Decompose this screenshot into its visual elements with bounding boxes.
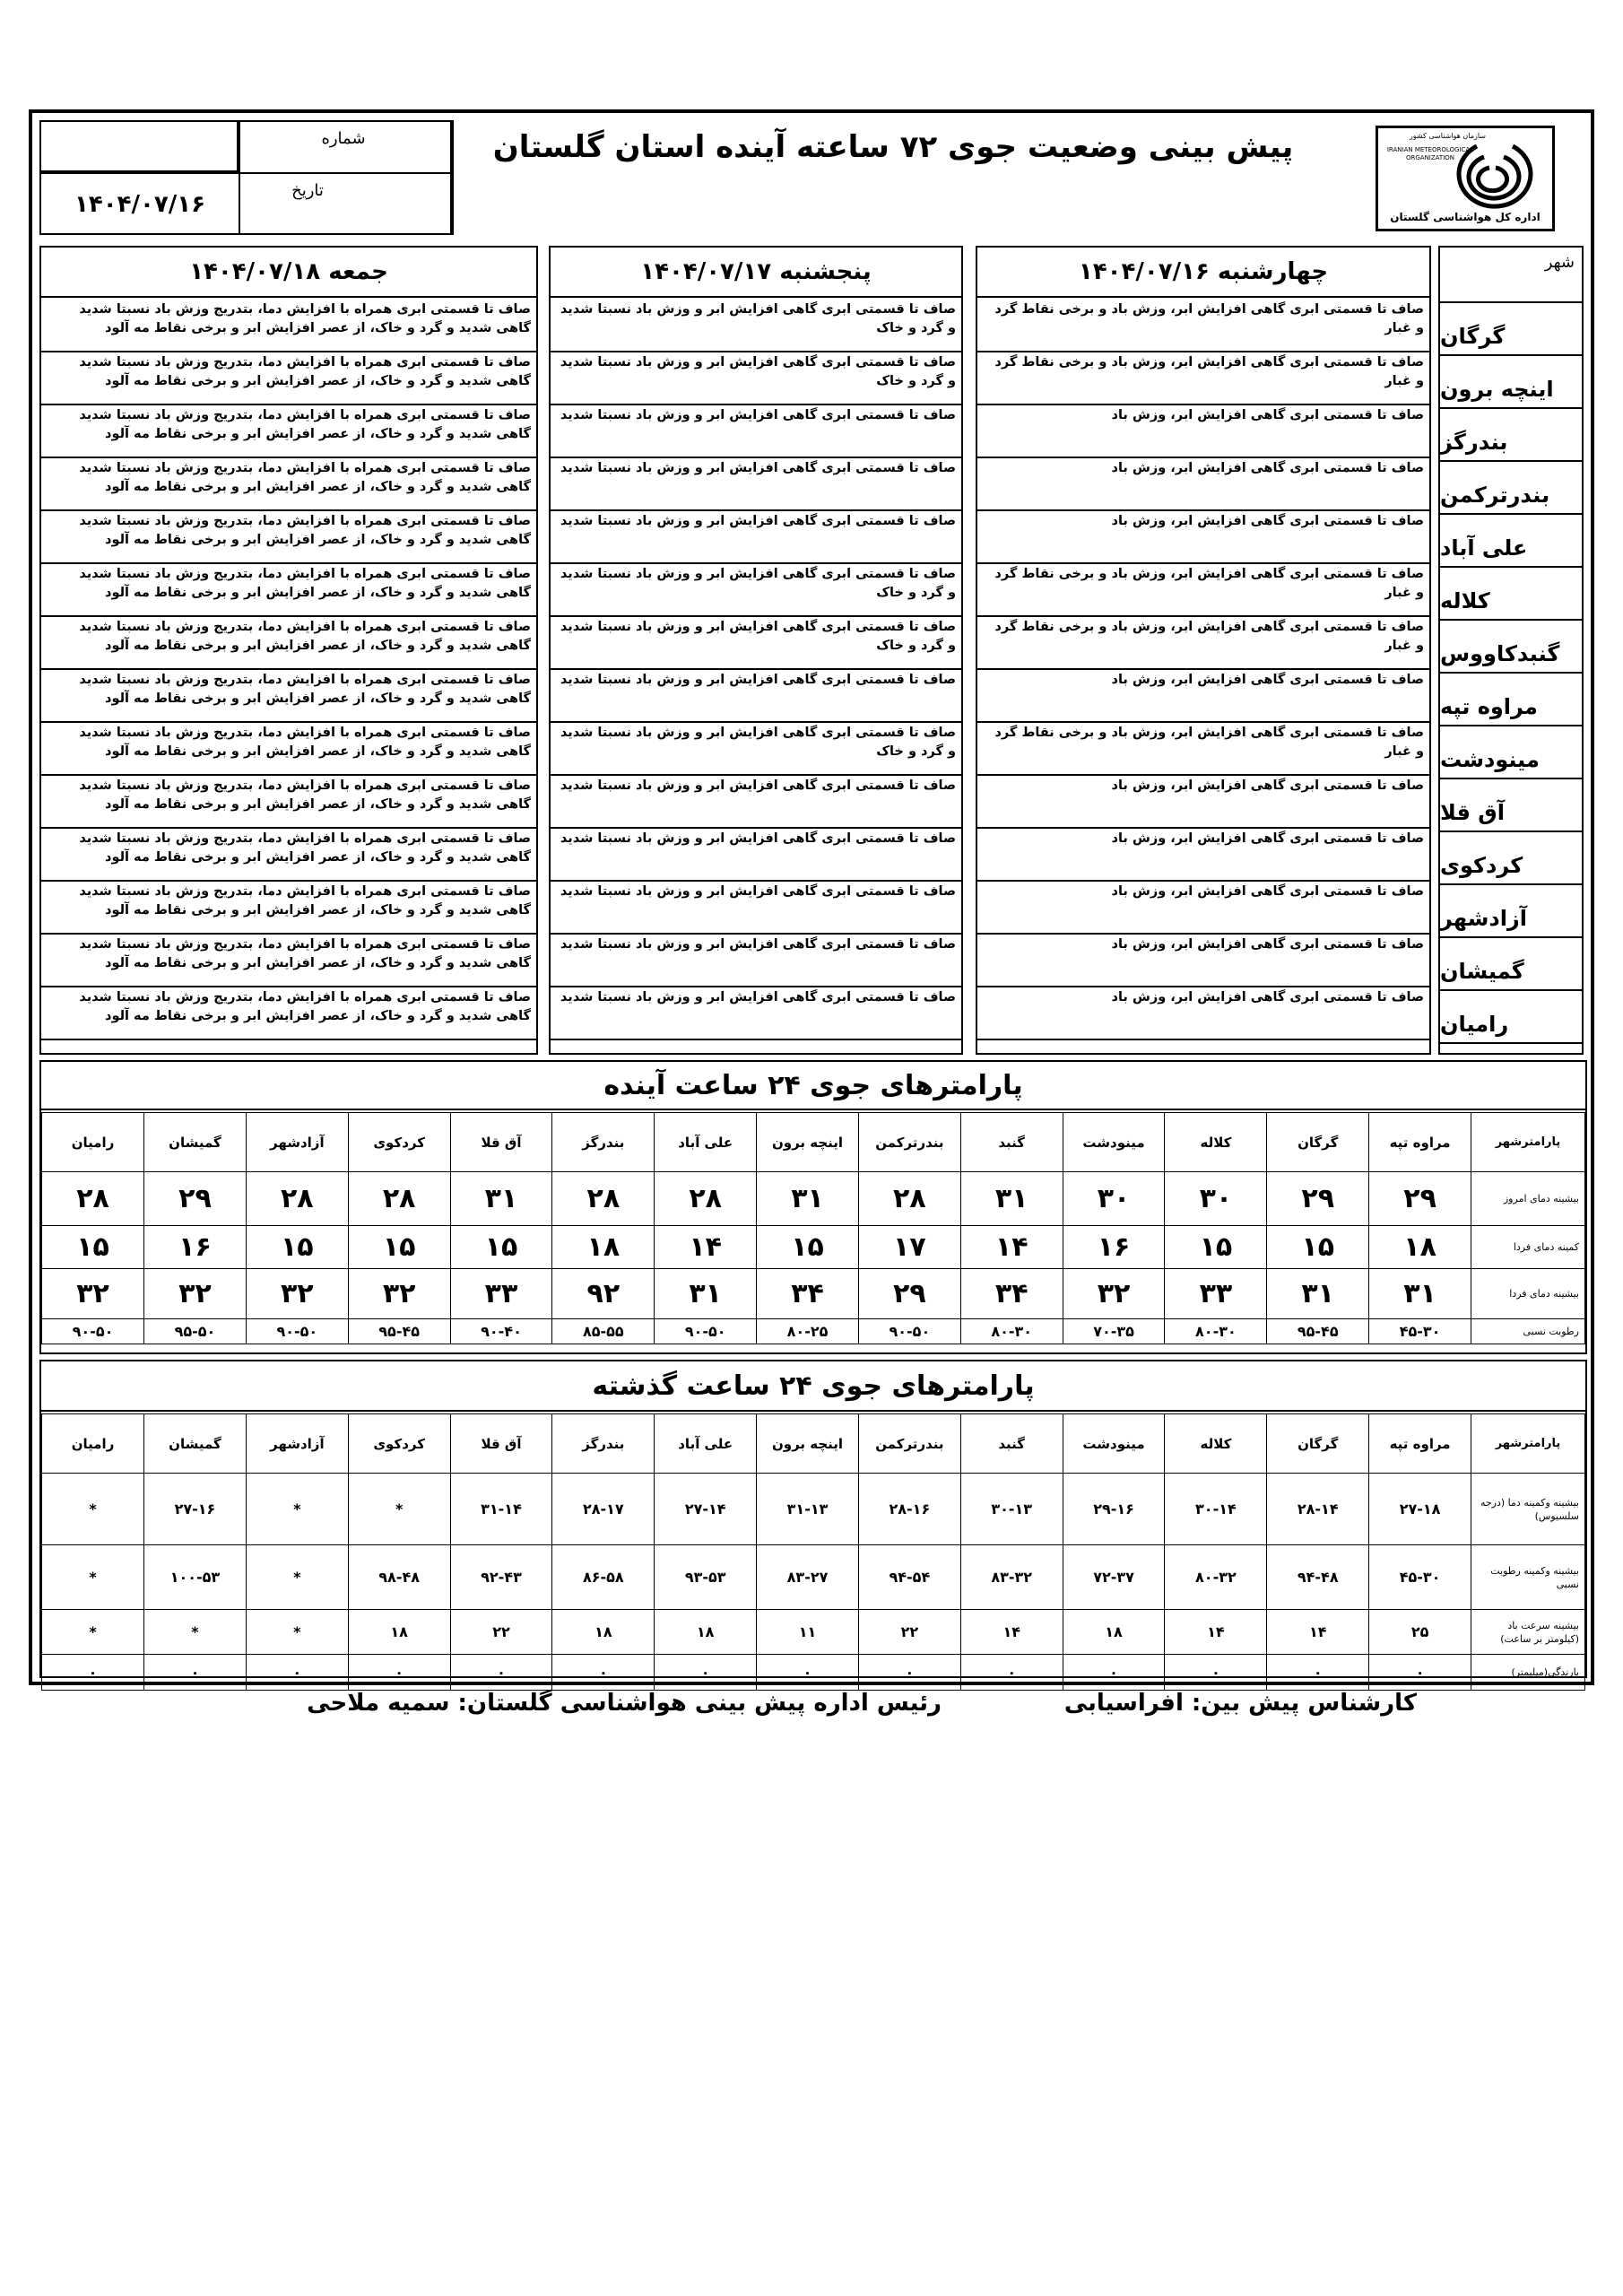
param-value: ۱۸ <box>1063 1610 1165 1655</box>
param-city-header: گمیشان <box>144 1414 247 1474</box>
forecast-cell: صاف تا قسمتی ابری گاهی افزایش ابر و وزش باد نسبتا شدید و گرد و خاک <box>551 564 961 617</box>
city-name: علی آباد <box>1440 515 1582 568</box>
office-head-signature: رئیس اداره پیش بینی هواشناسی گلستان: سمیه ملاحی <box>307 1690 942 1717</box>
param-value: ۲۸-۱۷ <box>552 1474 655 1545</box>
next24-table <box>41 1112 1585 1344</box>
param-city-header: اینچه برون <box>757 1113 859 1172</box>
forecast-cell: صاف تا قسمتی ابری همراه با افزایش دما، بتدریج وزش باد نسبتا شدید گاهی شدید و گرد و خاک، از عصر افزایش ابر و برخی نقاط مه آلود <box>41 405 536 458</box>
forecast-cell: صاف تا قسمتی ابری گاهی افزایش ابر و وزش باد نسبتا شدید و گرد و خاک <box>551 723 961 776</box>
param-value: ۳۱ <box>450 1172 552 1226</box>
day-column-2 <box>549 246 963 1055</box>
param-value: ۸۰-۳۰ <box>1165 1319 1267 1344</box>
param-value: ۲۸ <box>552 1172 655 1226</box>
city-name: بندرگز <box>1440 409 1582 462</box>
param-value: ۹۵-۵۰ <box>144 1319 247 1344</box>
forecast-cell: صاف تا قسمتی ابری گاهی افزایش ابر و وزش باد نسبتا شدید <box>551 935 961 987</box>
param-value: ۱۵ <box>1267 1226 1369 1269</box>
param-city-header: بندرترکمن <box>858 1113 960 1172</box>
param-value: ۳۱ <box>655 1269 757 1319</box>
param-value: ۷۰-۳۵ <box>1063 1319 1165 1344</box>
param-value: ۳۰-۱۴ <box>1165 1474 1267 1545</box>
forecast-cell: صاف تا قسمتی ابری گاهی افزایش ابر، وزش باد و برخی نقاط گرد و غبار <box>977 723 1429 776</box>
param-value: ۲۹ <box>1267 1172 1369 1226</box>
param-value: ۳۱ <box>1267 1269 1369 1319</box>
param-value: ۱۵ <box>450 1226 552 1269</box>
param-value: ۲۸ <box>655 1172 757 1226</box>
param-value: ۳۰ <box>1063 1172 1165 1226</box>
param-row <box>42 1172 1585 1226</box>
forecast-cell: صاف تا قسمتی ابری گاهی افزایش ابر و وزش باد نسبتا شدید <box>551 829 961 882</box>
param-row-label: بیشینه وکمینه رطوبت نسبی <box>1471 1545 1585 1610</box>
param-city-header: آق قلا <box>450 1113 552 1172</box>
param-value: ۱۵ <box>757 1226 859 1269</box>
forecast-cell: صاف تا قسمتی ابری همراه با افزایش دما، بتدریج وزش باد نسبتا شدید گاهی شدید و گرد و خاک، از عصر افزایش ابر و برخی نقاط مه آلود <box>41 670 536 723</box>
param-value: ۲۹ <box>858 1269 960 1319</box>
param-corner-label: پارامترشهر <box>1471 1113 1585 1172</box>
param-city-header: گنبد <box>960 1414 1063 1474</box>
param-value: ۰ <box>1063 1655 1165 1691</box>
param-value: * <box>348 1474 450 1545</box>
past24-section <box>39 1360 1587 1681</box>
forecast-cell: صاف تا قسمتی ابری همراه با افزایش دما، بتدریج وزش باد نسبتا شدید گاهی شدید و گرد و خاک، از عصر افزایش ابر و برخی نقاط مه آلود <box>41 511 536 564</box>
forecast-cell: صاف تا قسمتی ابری گاهی افزایش ابر، وزش باد و برخی نقاط گرد و غبار <box>977 617 1429 670</box>
param-value: ۱۱ <box>757 1610 859 1655</box>
param-value: ۲۸ <box>348 1172 450 1226</box>
param-row-label: بیشینه وکمینه دما (درجه سلسیوس) <box>1471 1474 1585 1545</box>
param-value: ۰ <box>1267 1655 1369 1691</box>
param-value: ۰ <box>757 1655 859 1691</box>
param-city-header: بندرترکمن <box>858 1414 960 1474</box>
city-name: کلاله <box>1440 568 1582 621</box>
param-city-header: مینودشت <box>1063 1414 1165 1474</box>
forecast-cell: صاف تا قسمتی ابری گاهی افزایش ابر و وزش باد نسبتا شدید <box>551 776 961 829</box>
param-value: ۳۴ <box>757 1269 859 1319</box>
param-value: ۲۲ <box>450 1610 552 1655</box>
param-value: ۰ <box>655 1655 757 1691</box>
param-value: * <box>42 1545 144 1610</box>
forecast-cell: صاف تا قسمتی ابری گاهی افزایش ابر، وزش باد <box>977 458 1429 511</box>
city-name: بندرترکمن <box>1440 462 1582 515</box>
param-value: ۱۴ <box>1267 1610 1369 1655</box>
forecast-cell: صاف تا قسمتی ابری گاهی افزایش ابر، وزش باد و برخی نقاط گرد و غبار <box>977 300 1429 352</box>
param-value: ۱۴ <box>960 1610 1063 1655</box>
param-value: ۲۸-۱۴ <box>1267 1474 1369 1545</box>
forecast-cell: صاف تا قسمتی ابری همراه با افزایش دما، بتدریج وزش باد نسبتا شدید گاهی شدید و گرد و خاک، از عصر افزایش ابر و برخی نقاط مه آلود <box>41 776 536 829</box>
param-city-header: اینچه برون <box>757 1414 859 1474</box>
param-value: ۱۰۰-۵۳ <box>144 1545 247 1610</box>
param-value: ۲۷-۱۶ <box>144 1474 247 1545</box>
forecast-cell: صاف تا قسمتی ابری همراه با افزایش دما، بتدریج وزش باد نسبتا شدید گاهی شدید و گرد و خاک، از عصر افزایش ابر و برخی نقاط مه آلود <box>41 829 536 882</box>
city-name: گنبدکاووس <box>1440 621 1582 674</box>
forecast-cell: صاف تا قسمتی ابری گاهی افزایش ابر، وزش باد و برخی نقاط گرد و غبار <box>977 564 1429 617</box>
param-value: ۱۴ <box>655 1226 757 1269</box>
city-name: گمیشان <box>1440 938 1582 991</box>
forecast-cell: صاف تا قسمتی ابری همراه با افزایش دما، بتدریج وزش باد نسبتا شدید گاهی شدید و گرد و خاک، از عصر افزایش ابر و برخی نقاط مه آلود <box>41 564 536 617</box>
forecast-cell: صاف تا قسمتی ابری همراه با افزایش دما، بتدریج وزش باد نسبتا شدید گاهی شدید و گرد و خاک، از عصر افزایش ابر و برخی نقاط مه آلود <box>41 882 536 935</box>
param-value: ۱۶ <box>1063 1226 1165 1269</box>
param-value: ۴۵-۳۰ <box>1369 1319 1471 1344</box>
city-name: اینچه برون <box>1440 356 1582 409</box>
param-value: ۹۲-۴۳ <box>450 1545 552 1610</box>
param-value: ۰ <box>960 1655 1063 1691</box>
param-value: ۲۸ <box>858 1172 960 1226</box>
param-value: ۲۵ <box>1369 1610 1471 1655</box>
param-value: ۲۸-۱۶ <box>858 1474 960 1545</box>
forecast-cell: صاف تا قسمتی ابری گاهی افزایش ابر، وزش باد <box>977 935 1429 987</box>
param-value: ۹۰-۵۰ <box>42 1319 144 1344</box>
param-value: ۹۵-۴۵ <box>348 1319 450 1344</box>
param-value: ۹۲ <box>552 1269 655 1319</box>
forecast-cell: صاف تا قسمتی ابری گاهی افزایش ابر، وزش باد <box>977 987 1429 1040</box>
param-value: ۸۳-۲۷ <box>757 1545 859 1610</box>
city-name: آق قلا <box>1440 779 1582 832</box>
param-value: ۰ <box>42 1655 144 1691</box>
day-header-1: چهارشنبه ۱۴۰۴/۰۷/۱۶ <box>977 248 1429 298</box>
param-row-label: بیشینه سرعت باد (کیلومتر بر ساعت) <box>1471 1610 1585 1655</box>
param-row-label: رطوبت نسبی <box>1471 1319 1585 1344</box>
param-row <box>42 1319 1585 1344</box>
param-value: ۱۴ <box>960 1226 1063 1269</box>
param-value: ۰ <box>552 1655 655 1691</box>
day-header-3: جمعه ۱۴۰۴/۰۷/۱۸ <box>41 248 536 298</box>
param-city-header: علی آباد <box>655 1414 757 1474</box>
forecast-cell: صاف تا قسمتی ابری گاهی افزایش ابر و وزش باد نسبتا شدید <box>551 405 961 458</box>
param-value: ۳۰ <box>1165 1172 1267 1226</box>
param-row <box>42 1226 1585 1269</box>
next24-section <box>39 1060 1587 1354</box>
forecast-cell: صاف تا قسمتی ابری گاهی افزایش ابر و وزش باد نسبتا شدید <box>551 670 961 723</box>
param-city-header: کردکوی <box>348 1113 450 1172</box>
param-value: ۱۵ <box>1165 1226 1267 1269</box>
param-value: ۲۹ <box>144 1172 247 1226</box>
forecast-cell: صاف تا قسمتی ابری گاهی افزایش ابر و وزش باد نسبتا شدید <box>551 882 961 935</box>
forecast-cell: صاف تا قسمتی ابری گاهی افزایش ابر، وزش باد <box>977 776 1429 829</box>
param-city-header: کلاله <box>1165 1414 1267 1474</box>
param-value: ۱۸ <box>552 1226 655 1269</box>
param-row-label: کمینه دمای فردا <box>1471 1226 1585 1269</box>
param-row <box>42 1474 1585 1545</box>
param-value: ۳۲ <box>246 1269 348 1319</box>
param-city-header: گمیشان <box>144 1113 247 1172</box>
forecast-cell: صاف تا قسمتی ابری همراه با افزایش دما، بتدریج وزش باد نسبتا شدید گاهی شدید و گرد و خاک، از عصر افزایش ابر و برخی نقاط مه آلود <box>41 300 536 352</box>
param-value: ۳۱ <box>960 1172 1063 1226</box>
forecast-page <box>29 109 1594 1685</box>
logo-bottom-text: اداره کل هواشناسی گلستان <box>1390 211 1541 223</box>
param-value: ۳۳ <box>450 1269 552 1319</box>
param-value: ۰ <box>450 1655 552 1691</box>
param-city-header: کلاله <box>1165 1113 1267 1172</box>
city-name: رامیان <box>1440 991 1582 1044</box>
param-value: ۱۵ <box>348 1226 450 1269</box>
logo-english-text: IRANIAN METEOROLOGICAL ORGANIZATION <box>1386 146 1474 161</box>
forecast-cell: صاف تا قسمتی ابری گاهی افزایش ابر و وزش باد نسبتا شدید و گرد و خاک <box>551 617 961 670</box>
header-meta-box <box>39 120 452 235</box>
param-row <box>42 1545 1585 1610</box>
city-column-label: شهر <box>1544 253 1575 272</box>
forecast-cell: صاف تا قسمتی ابری گاهی افزایش ابر و وزش باد نسبتا شدید و گرد و خاک <box>551 352 961 405</box>
param-value: ۳۱-۱۳ <box>757 1474 859 1545</box>
forecast-cell: صاف تا قسمتی ابری همراه با افزایش دما، بتدریج وزش باد نسبتا شدید گاهی شدید و گرد و خاک، از عصر افزایش ابر و برخی نقاط مه آلود <box>41 935 536 987</box>
param-city-header: آزادشهر <box>246 1414 348 1474</box>
param-city-header: مراوه تپه <box>1369 1113 1471 1172</box>
org-logo <box>1376 126 1555 231</box>
next24-title: پارامترهای جوی ۲۴ ساعت آینده <box>41 1062 1585 1110</box>
forecast-table <box>39 246 1587 1055</box>
param-value: ۹۰-۵۰ <box>246 1319 348 1344</box>
param-value: ۹۸-۴۸ <box>348 1545 450 1610</box>
param-value: ۲۷-۱۴ <box>655 1474 757 1545</box>
param-city-header: گرگان <box>1267 1113 1369 1172</box>
param-value: ۱۷ <box>858 1226 960 1269</box>
forecast-cell: صاف تا قسمتی ابری گاهی افزایش ابر، وزش باد <box>977 882 1429 935</box>
date-label: تاریخ <box>291 181 324 200</box>
param-city-header: بندرگز <box>552 1414 655 1474</box>
param-value: ۲۹-۱۶ <box>1063 1474 1165 1545</box>
logo-top-text: سازمان هواشناسی کشور <box>1409 132 1486 140</box>
param-value: ۳۲ <box>1063 1269 1165 1319</box>
param-value: ۹۳-۵۳ <box>655 1545 757 1610</box>
param-value: ۰ <box>246 1655 348 1691</box>
param-value: ۱۴ <box>1165 1610 1267 1655</box>
forecaster-signature: کارشناس پیش بین: افراسیابی <box>1063 1690 1417 1717</box>
param-city-header: رامیان <box>42 1113 144 1172</box>
forecast-cell: صاف تا قسمتی ابری همراه با افزایش دما، بتدریج وزش باد نسبتا شدید گاهی شدید و گرد و خاک، از عصر افزایش ابر و برخی نقاط مه آلود <box>41 723 536 776</box>
param-corner-label: پارامترشهر <box>1471 1414 1585 1474</box>
city-name: مینودشت <box>1440 726 1582 779</box>
param-value: ۹۰-۵۰ <box>655 1319 757 1344</box>
param-value: ۸۰-۳۰ <box>960 1319 1063 1344</box>
param-value: ۸۵-۵۵ <box>552 1319 655 1344</box>
param-value: ۰ <box>348 1655 450 1691</box>
param-value: ۳۲ <box>348 1269 450 1319</box>
param-city-header: کردکوی <box>348 1414 450 1474</box>
past24-title: پارامترهای جوی ۲۴ ساعت گذشته <box>41 1361 1585 1412</box>
param-value: * <box>42 1610 144 1655</box>
city-name: مراوه تپه <box>1440 674 1582 726</box>
param-value: ۱۵ <box>42 1226 144 1269</box>
param-value: ۸۰-۳۲ <box>1165 1545 1267 1610</box>
param-value: ۳۱ <box>757 1172 859 1226</box>
param-value: ۱۸ <box>1369 1226 1471 1269</box>
param-city-header: بندرگز <box>552 1113 655 1172</box>
param-city-header: رامیان <box>42 1414 144 1474</box>
param-value: ۰ <box>144 1655 247 1691</box>
forecast-cell: صاف تا قسمتی ابری همراه با افزایش دما، بتدریج وزش باد نسبتا شدید گاهی شدید و گرد و خاک، از عصر افزایش ابر و برخی نقاط مه آلود <box>41 987 536 1040</box>
city-name: کردکوی <box>1440 832 1582 885</box>
param-city-header: گنبد <box>960 1113 1063 1172</box>
param-value: ۲۹ <box>1369 1172 1471 1226</box>
city-column <box>1438 246 1584 1055</box>
day-header-2: پنجشنبه ۱۴۰۴/۰۷/۱۷ <box>551 248 961 298</box>
param-value: * <box>144 1610 247 1655</box>
param-city-header: آزادشهر <box>246 1113 348 1172</box>
forecast-cell: صاف تا قسمتی ابری گاهی افزایش ابر، وزش باد <box>977 405 1429 458</box>
param-value: ۸۳-۳۲ <box>960 1545 1063 1610</box>
forecast-cell: صاف تا قسمتی ابری همراه با افزایش دما، بتدریج وزش باد نسبتا شدید گاهی شدید و گرد و خاک، از عصر افزایش ابر و برخی نقاط مه آلود <box>41 352 536 405</box>
param-value: ۷۲-۳۷ <box>1063 1545 1165 1610</box>
day-column-3 <box>39 246 538 1055</box>
param-value: ۲۸ <box>246 1172 348 1226</box>
city-name: آزادشهر <box>1440 885 1582 938</box>
param-value: ۳۳ <box>1165 1269 1267 1319</box>
param-value: ۰ <box>1165 1655 1267 1691</box>
param-value: ۱۸ <box>348 1610 450 1655</box>
param-value: ۳۲ <box>144 1269 247 1319</box>
param-value: ۲۸ <box>42 1172 144 1226</box>
forecast-cell: صاف تا قسمتی ابری گاهی افزایش ابر، وزش باد <box>977 670 1429 723</box>
param-row-label: بارندگی(میلیمتر) <box>1471 1655 1585 1691</box>
past24-table <box>41 1413 1585 1691</box>
param-value: ۲۲ <box>858 1610 960 1655</box>
param-value: * <box>246 1474 348 1545</box>
param-city-header: گرگان <box>1267 1414 1369 1474</box>
forecast-cell: صاف تا قسمتی ابری گاهی افزایش ابر، وزش باد <box>977 829 1429 882</box>
param-city-header: آق قلا <box>450 1414 552 1474</box>
param-value: ۳۰-۱۳ <box>960 1474 1063 1545</box>
param-value: * <box>42 1474 144 1545</box>
param-value: ۸۰-۲۵ <box>757 1319 859 1344</box>
day-column-1 <box>976 246 1431 1055</box>
param-value: ۳۱-۱۴ <box>450 1474 552 1545</box>
param-value: ۰ <box>858 1655 960 1691</box>
header-date: ۱۴۰۴/۰۷/۱۶ <box>74 191 205 218</box>
forecast-cell: صاف تا قسمتی ابری گاهی افزایش ابر، وزش باد <box>977 511 1429 564</box>
param-value: ۱۸ <box>655 1610 757 1655</box>
param-value: ۱۸ <box>552 1610 655 1655</box>
param-value: ۲۷-۱۸ <box>1369 1474 1471 1545</box>
param-value: ۳۴ <box>960 1269 1063 1319</box>
param-value: ۹۴-۵۴ <box>858 1545 960 1610</box>
param-row <box>42 1610 1585 1655</box>
param-value: ۹۴-۴۸ <box>1267 1545 1369 1610</box>
param-row <box>42 1269 1585 1319</box>
param-row-label: بیشینه دمای امروز <box>1471 1172 1585 1226</box>
param-value: ۱۶ <box>144 1226 247 1269</box>
number-label: شماره <box>321 129 366 148</box>
param-value: ۸۶-۵۸ <box>552 1545 655 1610</box>
param-city-header: مراوه تپه <box>1369 1414 1471 1474</box>
param-row <box>42 1655 1585 1691</box>
forecast-cell: صاف تا قسمتی ابری گاهی افزایش ابر و وزش باد نسبتا شدید و گرد و خاک <box>551 300 961 352</box>
forecast-cell: صاف تا قسمتی ابری گاهی افزایش ابر، وزش باد و برخی نقاط گرد و غبار <box>977 352 1429 405</box>
forecast-cell: صاف تا قسمتی ابری گاهی افزایش ابر و وزش باد نسبتا شدید <box>551 987 961 1040</box>
param-value: ۰ <box>1369 1655 1471 1691</box>
param-value: * <box>246 1610 348 1655</box>
param-row-label: بیشینه دمای فردا <box>1471 1269 1585 1319</box>
param-city-header: علی آباد <box>655 1113 757 1172</box>
param-value: ۳۱ <box>1369 1269 1471 1319</box>
param-value: ۹۵-۴۵ <box>1267 1319 1369 1344</box>
forecast-cell: صاف تا قسمتی ابری گاهی افزایش ابر و وزش باد نسبتا شدید <box>551 511 961 564</box>
param-value: ۱۵ <box>246 1226 348 1269</box>
page-title: پیش بینی وضعیت جوی ۷۲ ساعته آینده استان گلستان <box>492 129 1294 165</box>
param-value: ۴۵-۳۰ <box>1369 1545 1471 1610</box>
forecast-cell: صاف تا قسمتی ابری گاهی افزایش ابر و وزش باد نسبتا شدید <box>551 458 961 511</box>
forecast-cell: صاف تا قسمتی ابری همراه با افزایش دما، بتدریج وزش باد نسبتا شدید گاهی شدید و گرد و خاک، از عصر افزایش ابر و برخی نقاط مه آلود <box>41 617 536 670</box>
forecast-cell: صاف تا قسمتی ابری همراه با افزایش دما، بتدریج وزش باد نسبتا شدید گاهی شدید و گرد و خاک، از عصر افزایش ابر و برخی نقاط مه آلود <box>41 458 536 511</box>
param-value: ۳۲ <box>42 1269 144 1319</box>
param-value: ۹۰-۵۰ <box>858 1319 960 1344</box>
param-value: * <box>246 1545 348 1610</box>
param-city-header: مینودشت <box>1063 1113 1165 1172</box>
city-name: گرگان <box>1440 303 1582 356</box>
param-value: ۹۰-۴۰ <box>450 1319 552 1344</box>
